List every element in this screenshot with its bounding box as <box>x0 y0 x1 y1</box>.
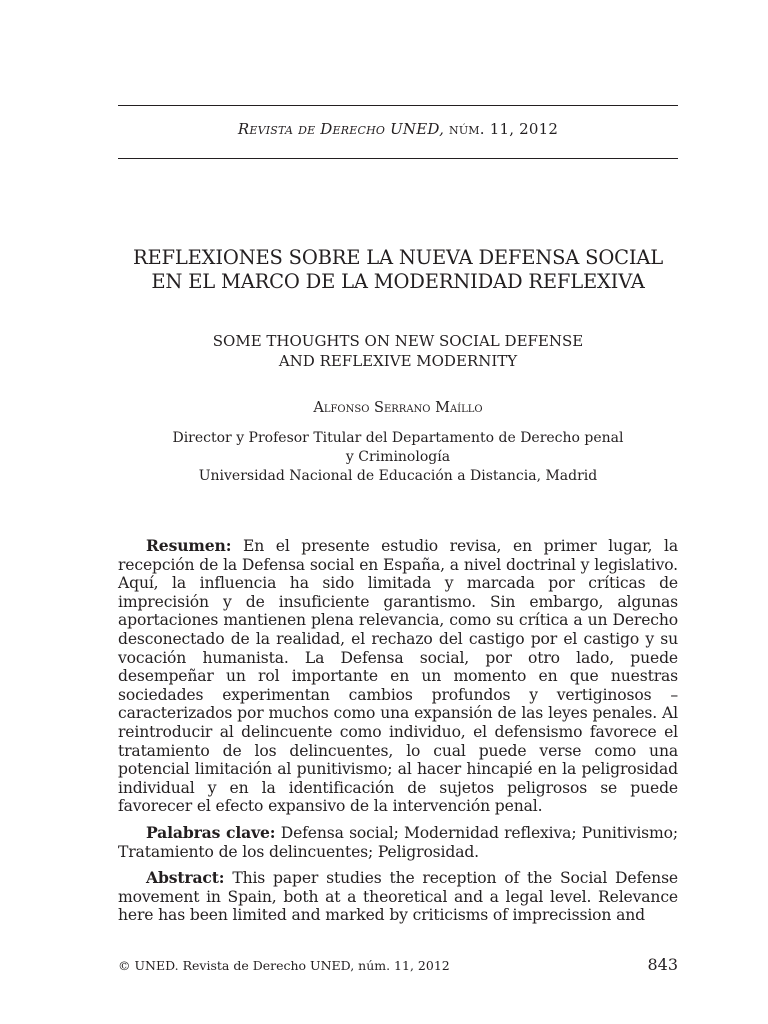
resumen-text: En el presente estudio revisa, en primer lugar, la recepción de la Defensa social en España, a nivel doctrinal y legislativo. Aquí, la influencia ha sido limitada y marcada por críticas de imprecisión y de insuficiente garantismo. Sin embargo, algunas aportaciones mantienen plena relevancia, como su crítica a un Derecho desconectado de la realidad, el rechazo del castigo por el castigo y su vocación humanista. La Defensa social, por otro lado, puede desempeñar un rol importante en un momento en que nuestras sociedades experimentan cambios profundos y vertiginosos –caracterizados por muchos como una expansión de las leyes penales. Al reintroducir al delincuente como individuo, el defensismo favorece el tratamiento de los delincuentes, lo cual puede verse como una potencial limitación al punitivismo; al hacer hincapié en la peligrosidad individual y en la identificación de sujetos peligrosos se puede favorecer el efecto expansivo de la intervención penal. <box>118 537 678 816</box>
issue-label: núm. <box>449 120 485 138</box>
resumen-label: Resumen: <box>146 536 232 555</box>
author-name: Alfonso Serrano Maíllo <box>313 400 483 416</box>
article-title-es <box>118 246 678 294</box>
abstract-label: Abstract: <box>146 868 225 888</box>
title-line: REFLEXIONES SOBRE LA NUEVA DEFENSA SOCIAL <box>133 246 663 269</box>
abstract-text: This paper studies the reception of the Social Defense movement in Spain, both at a theoretical and a legal level. Relevance here has been limited and marked by criticisms of imprecission and <box>118 869 678 925</box>
abstract-paragraph <box>118 869 678 925</box>
resumen-paragraph <box>118 537 678 816</box>
affiliation-line: Director y Profesor Titular del Departamento de Derecho penal <box>172 430 624 446</box>
page-number: 843 <box>647 955 678 974</box>
affiliation-line: Universidad Nacional de Educación a Distancia, Madrid <box>198 468 598 484</box>
abstract-body <box>118 537 678 933</box>
keywords-paragraph <box>118 824 678 861</box>
header-rule-bottom <box>118 158 678 159</box>
subtitle-line: SOME THOUGHTS ON NEW SOCIAL DEFENSE <box>212 332 584 350</box>
affiliation-line: y Criminología <box>345 449 451 465</box>
page-footer <box>118 955 678 974</box>
header-rule-top <box>118 105 678 106</box>
journal-name-end: UNED, <box>390 120 445 138</box>
article-title-en <box>118 331 678 371</box>
journal-header <box>118 120 678 138</box>
subtitle-line: AND REFLEXIVE MODERNITY <box>278 352 518 370</box>
issue-number: 11, 2012 <box>484 120 559 138</box>
author-affiliation <box>118 429 678 486</box>
journal-name: Revista de Derecho <box>237 120 386 138</box>
footer-copyright: © UNED. Revista de Derecho UNED, núm. 11, 2012 <box>118 958 450 973</box>
keywords-text: Defensa social; Modernidad reflexiva; Punitivismo; Tratamiento de los delincuentes; Peligrosidad. <box>118 823 678 861</box>
keywords-label: Palabras clave: <box>146 822 276 842</box>
title-line: EN EL MARCO DE LA MODERNIDAD REFLEXIVA <box>151 270 645 293</box>
